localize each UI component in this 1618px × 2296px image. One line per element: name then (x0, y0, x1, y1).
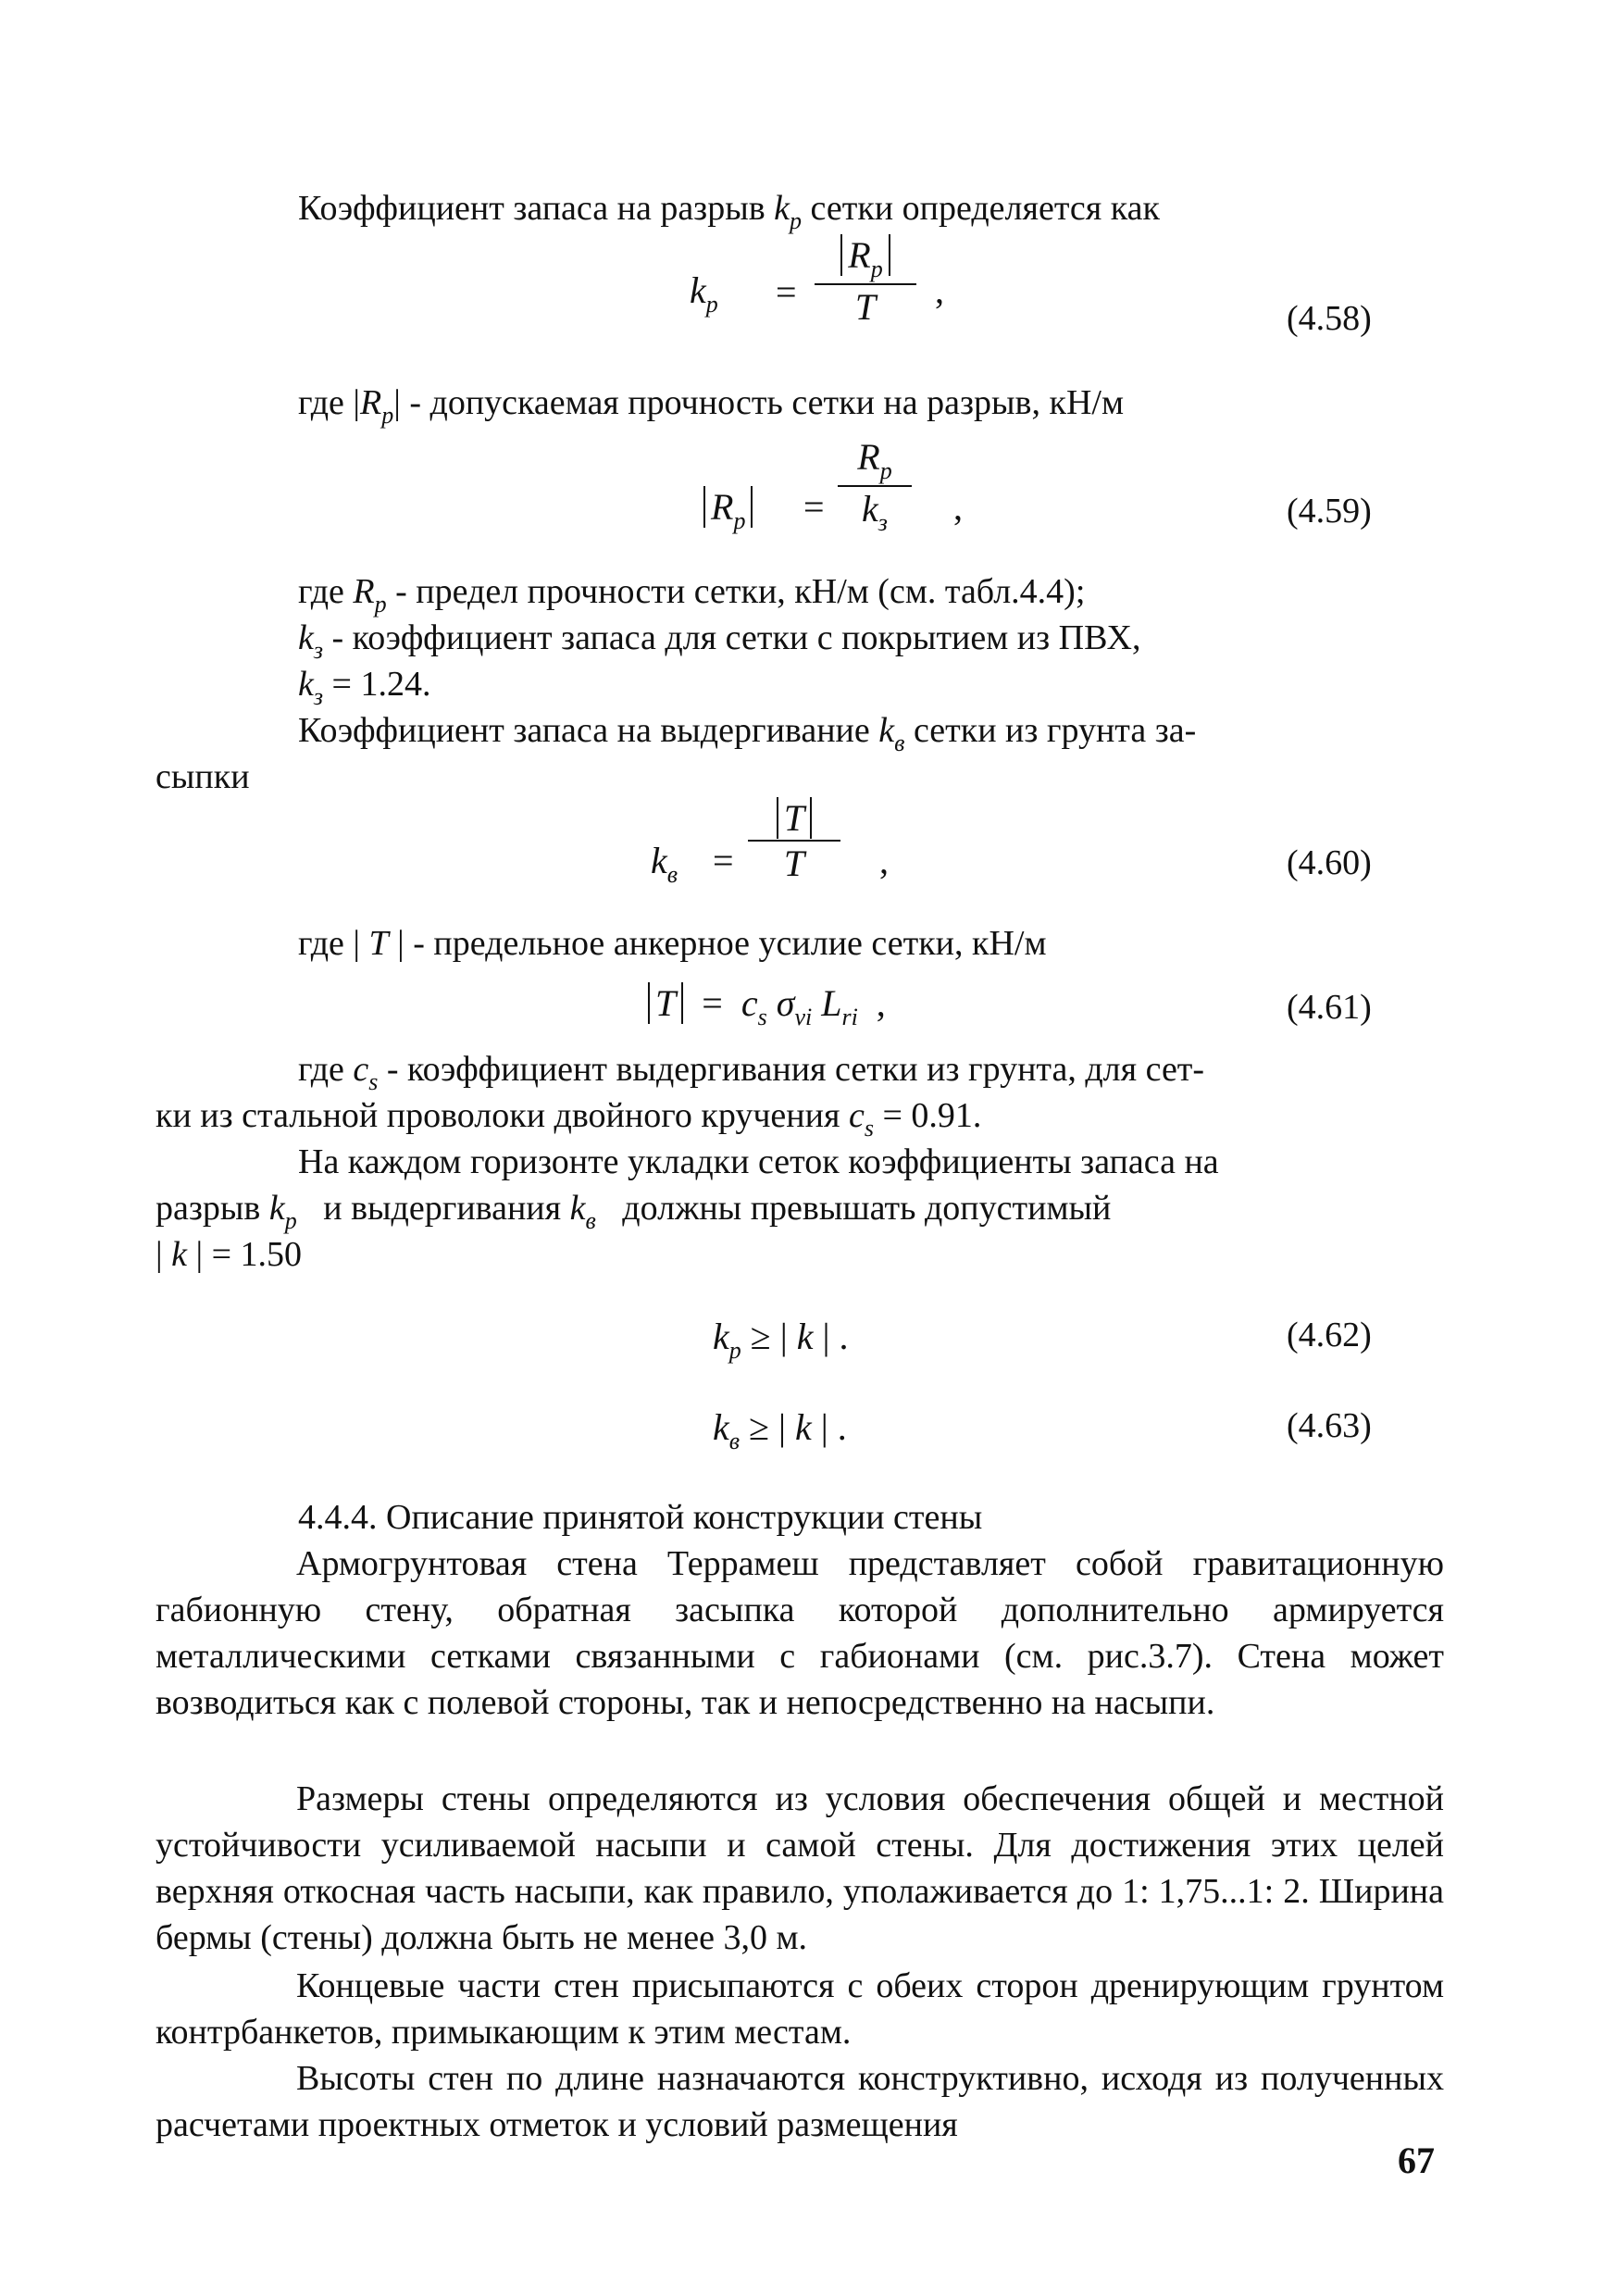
equation-number: (4.61) (1287, 988, 1372, 1027)
text-line: $k_з$ - коэффициент запаса для сетки с покрытием из ПВХ, (298, 618, 1141, 664)
equation-number: (4.60) (1287, 843, 1372, 882)
document-page: Коэффициент запаса на разрыв $k_p$ сетки определяется как $k_p$ = $\frac{R_p}{T}$ , (4.58) где $|R_p|$ - допускаемая прочность сетки на разрыв, кН/м $R_p$ = $R_p$ $k_з$ , (4.59) где $R_p$ - предел прочности сетки, кН/м (см. табл.4.4); $k_з$ - коэффициент запаса для сетки с покрытием из ПВХ, $k_з = 1.24$. Коэффициент запаса на выдергивание $k_в$ сетки из грунта за- сыпки $k_в$ = $\frac{T}{T}$ , (4.60) где | T | - предельное анкерное усилие сетки, кН/м $T = c_s$ $\sigma_{vi}$ $L_{ri}$ , (4.61) где $c_s$ - коэффициент выдергивания сетки из грунта, для сет- ки из стальной проволоки двойного кручения $c_s = 0.91$. На каждом горизонте укладки сеток коэффициенты запаса на разрыв $k_p$ и выдергивания $k_в$ должны превышать допустимый | k | = 1.50 $k_p$ ≥ | k | . (4.62) $k_в$ ≥ | k | . (4.63) 4.4.4. Описание принятой конструкции стены Армогрунтовая стена Террамеш представляет собой гравитационную габионную стену, обратная засыпка которой дополнительно армируется металлическими сетками связанными с габионами (см. рис.3.7). Стена может возводиться как с полевой стороны, так и непосредственно на насыпи. Размеры стены определяются из условия обеспечения общей и местной устойчивости усиливаемой насыпи и самой стены. Для достижения этих целей верхняя откосная часть насыпи, как правило, уполаживается до 1: 1,75...1: 2. Ширина бермы (стены) должна быть не менее 3,0 м. Концевые части стен присыпаются с обеих сторон дренирующим грунтом контрбанкетов, примыкающим к этим местам. Высоты стен по длине назначаются конструктивно, исходя из полученных расчетами проектных отметок и условий размещения 67 (0, 0, 1618, 2296)
paragraph: Размеры стены определяются из условия обеспечения общей и местной устойчивости усиливаемой насыпи и самой стены. Для достижения этих целей верхняя откосная часть насыпи, как правило, уполаживается до 1: 1,75...1: 2. Ширина бермы (стены) должна быть не менее 3,0 м. (156, 1779, 1444, 1957)
text-line: | k | = 1.50 (156, 1235, 303, 1274)
equals-sign: = (776, 271, 797, 313)
equation-4-63: $k_в$ ≥ | k | . (713, 1406, 847, 1454)
text-line: где $|R_p|$ - допускаемая прочность сетки на разрыв, кН/м (298, 383, 1124, 429)
text-line: где $R_p$ - предел прочности сетки, кН/м (см. табл.4.4); (298, 572, 1086, 618)
paragraph: Армогрунтовая стена Террамеш представляет собой гравитационную габионную стену, обратная засыпка которой дополнительно армируется металлическими сетками связанными с габионами (см. рис.3.7). Стена может возводиться как с полевой стороны, так и непосредственно на насыпи. (156, 1544, 1444, 1722)
text-line: Коэффициент запаса на выдергивание $k_в$ сетки из грунта за- (298, 711, 1197, 756)
text-line: где $c_s$ - коэффициент выдергивания сетки из грунта, для сет- (298, 1050, 1205, 1095)
fraction: $\frac{R_p}{T}$ (815, 233, 916, 329)
section-heading: 4.4.4. Описание принятой конструкции стены (298, 1498, 983, 1537)
fraction: $\frac{T}{T}$ (748, 796, 840, 885)
equation-4-62: $k_p$ ≥ | k | . (713, 1316, 849, 1364)
equation-4-60: $k_в$ (651, 840, 678, 888)
equation-number: (4.62) (1287, 1316, 1372, 1354)
text-line: На каждом горизонте укладки сеток коэффициенты запаса на (298, 1142, 1219, 1181)
text-line: разрыв $k_p$ и выдергивания $k_в$ должны превышать допустимый (156, 1189, 1112, 1234)
page-number: 67 (1398, 2140, 1435, 2181)
text-line: сыпки (156, 757, 250, 796)
equation-number: (4.58) (1287, 299, 1372, 338)
paragraph: Концевые части стен присыпаются с обеих сторон дренирующим грунтом контрбанкетов, примыкающим к этим местам. (156, 1966, 1444, 2052)
paragraph: Высоты стен по длине назначаются конструктивно, исходя из полученных расчетами проектных отметок и условий размещения (156, 2059, 1444, 2144)
text-line: где | T | - предельное анкерное усилие сетки, кН/м (298, 924, 1047, 963)
equation-4-61: $T = c_s$ $\sigma_{vi}$ $L_{ri}$ , (648, 981, 886, 1031)
equation-number: (4.63) (1287, 1406, 1372, 1445)
text-line: $k_з = 1.24$. (298, 665, 431, 710)
equation-number: (4.59) (1287, 492, 1372, 530)
fraction: $R_p$ $k_з$ (838, 435, 912, 537)
equation-4-59: $R_p$ (703, 485, 753, 535)
text-line: ки из стальной проволоки двойного кручения $c_s = 0.91$. (156, 1096, 982, 1142)
text-line: Коэффициент запаса на разрыв $k_p$ сетки определяется как (298, 189, 1160, 234)
equation-4-58: $k_p$ (690, 269, 718, 318)
